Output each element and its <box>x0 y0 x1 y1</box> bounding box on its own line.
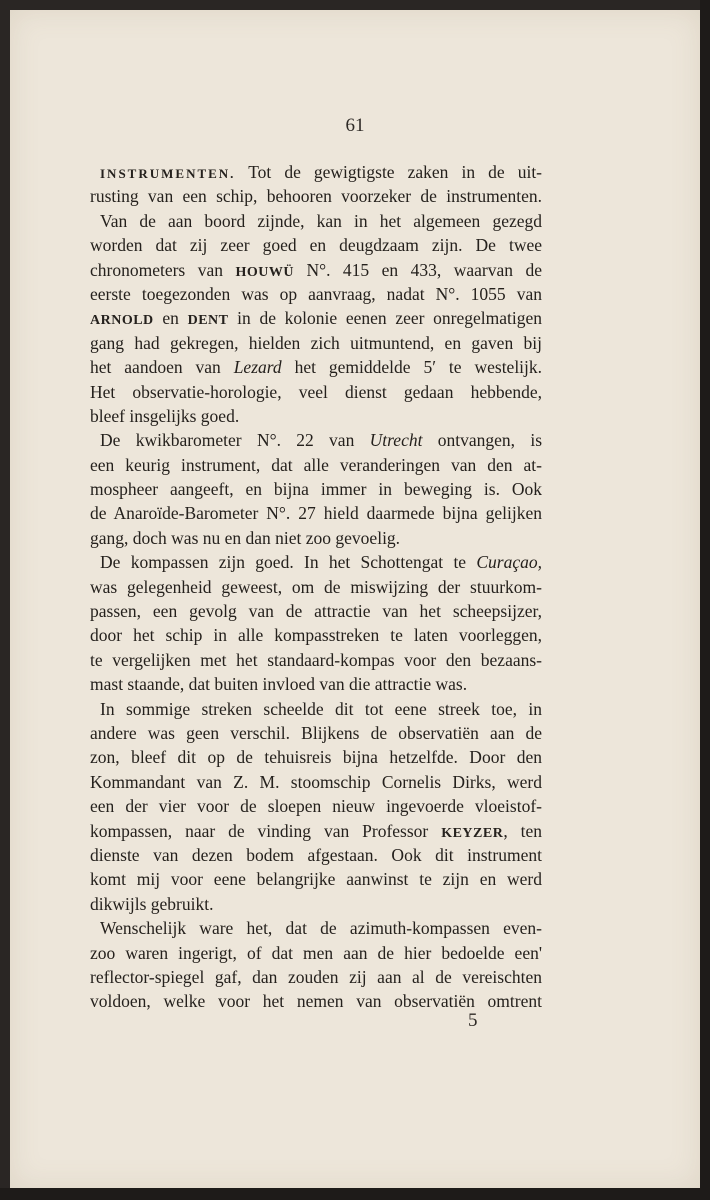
maker-name: HOUWÜ <box>235 264 294 280</box>
place-name: Curaçao, <box>476 552 542 573</box>
section-heading: INSTRUMENTEN. <box>100 166 236 181</box>
text-line: mospheer aangeeft, en bijna immer in beweging is. Ook <box>90 479 542 500</box>
text-line: zoo waren ingerigt, of dat men aan de hier bedoelde een' <box>90 942 542 963</box>
text-line: In sommige streken scheelde dit tot eene streek toe, in <box>100 698 542 719</box>
text-line: passen, een gevolg van de attractie van het scheepsijzer, <box>90 601 542 622</box>
text-line: INSTRUMENTEN. Tot de gewigtigste zaken in de uit- <box>100 162 543 182</box>
text-line: ARNOLD en DENT in de kolonie eenen zeer onregelmatigen <box>90 308 542 329</box>
text-line: Van de aan boord zijnde, kan in het algemeen gezegd <box>100 210 542 231</box>
text-line: De kwikbarometer N°. 22 van Utrecht ontvangen, is <box>100 430 543 451</box>
text-line: komt mij voor eene belangrijke aanwinst te zijn en werd <box>90 869 542 890</box>
text-line: eerste toegezonden was op aanvraag, nadat N°. 1055 van <box>90 283 542 304</box>
text-line: kompassen, naar de vinding van Professor KEYZER, ten <box>90 820 542 841</box>
text-line: gang had gekregen, hielden zich uitmuntend, en gaven bij <box>90 332 542 353</box>
text-line: rusting van een schip, behooren voorzeker de instrumenten. <box>90 186 542 207</box>
text-line: gang, doch was nu en dan niet zoo gevoelig. <box>90 527 401 548</box>
maker-name: DENT <box>187 313 229 329</box>
text-line: De kompassen zijn goed. In het Schottengat te Curaçao, <box>100 552 542 573</box>
text-line: mast staande, dat buiten invloed van die attractie was. <box>90 674 468 695</box>
scan-edge-bottom <box>0 1188 710 1200</box>
text-line: Het observatie-horologie, veel dienst gedaan hebbende, <box>90 381 542 402</box>
page-number: 61 <box>345 115 365 136</box>
text-line: het aandoen van Lezard het gemiddelde 5′ te westelijk. <box>90 357 543 378</box>
book-page <box>10 10 700 1188</box>
text-line: chronometers van HOUWÜ N°. 415 en 433, waarvan de <box>90 259 543 280</box>
text-line: Kommandant van Z. M. stoomschip Cornelis Dirks, werd <box>90 771 542 792</box>
ship-name: Lezard <box>233 357 282 378</box>
text-line: te vergelijken met het standaard-kompas voor den bezaans- <box>90 649 542 670</box>
text-line: was gelegenheid geweest, om de miswijzing der stuurkom- <box>90 576 542 597</box>
text-line: zon, bleef dit op de tehuisreis bijna hetzelfde. Door den <box>90 747 542 768</box>
text-line: een keurig instrument, dat alle veranderingen van den at- <box>90 454 542 475</box>
professor-name: KEYZER <box>441 825 504 841</box>
text-line: reflector-spiegel gaf, dan zouden zij aan al de vereischten <box>90 966 542 987</box>
text-line: andere was geen verschil. Blijkens de observatiën aan de <box>90 722 542 743</box>
text-line: worden dat zij zeer goed en deugdzaam zijn. De twee <box>90 235 542 256</box>
text-line: door het schip in alle kompasstreken te laten voorleggen, <box>90 625 542 646</box>
text-line: dikwijls gebruikt. <box>90 893 214 914</box>
text-line: een der vier voor de sloepen nieuw ingevoerde vloeistof- <box>90 796 542 817</box>
body-text <box>90 160 542 1014</box>
maker-name: ARNOLD <box>90 313 154 329</box>
ship-name: Utrecht <box>369 430 423 451</box>
text-line: bleef insgelijks goed. <box>90 405 240 426</box>
signature-mark: 5 <box>468 1010 478 1031</box>
text-line: Wenschelijk ware het, dat de azimuth-kompassen even- <box>100 918 542 939</box>
text-line: dienste van dezen bodem afgestaan. Ook dit instrument <box>90 844 542 865</box>
text-line: voldoen, welke voor het nemen van observatiën omtrent <box>90 991 542 1012</box>
scan-edge-right <box>700 0 710 1200</box>
text-line: de Anaroïde-Barometer N°. 27 hield daarmede bijna gelijken <box>90 503 542 524</box>
